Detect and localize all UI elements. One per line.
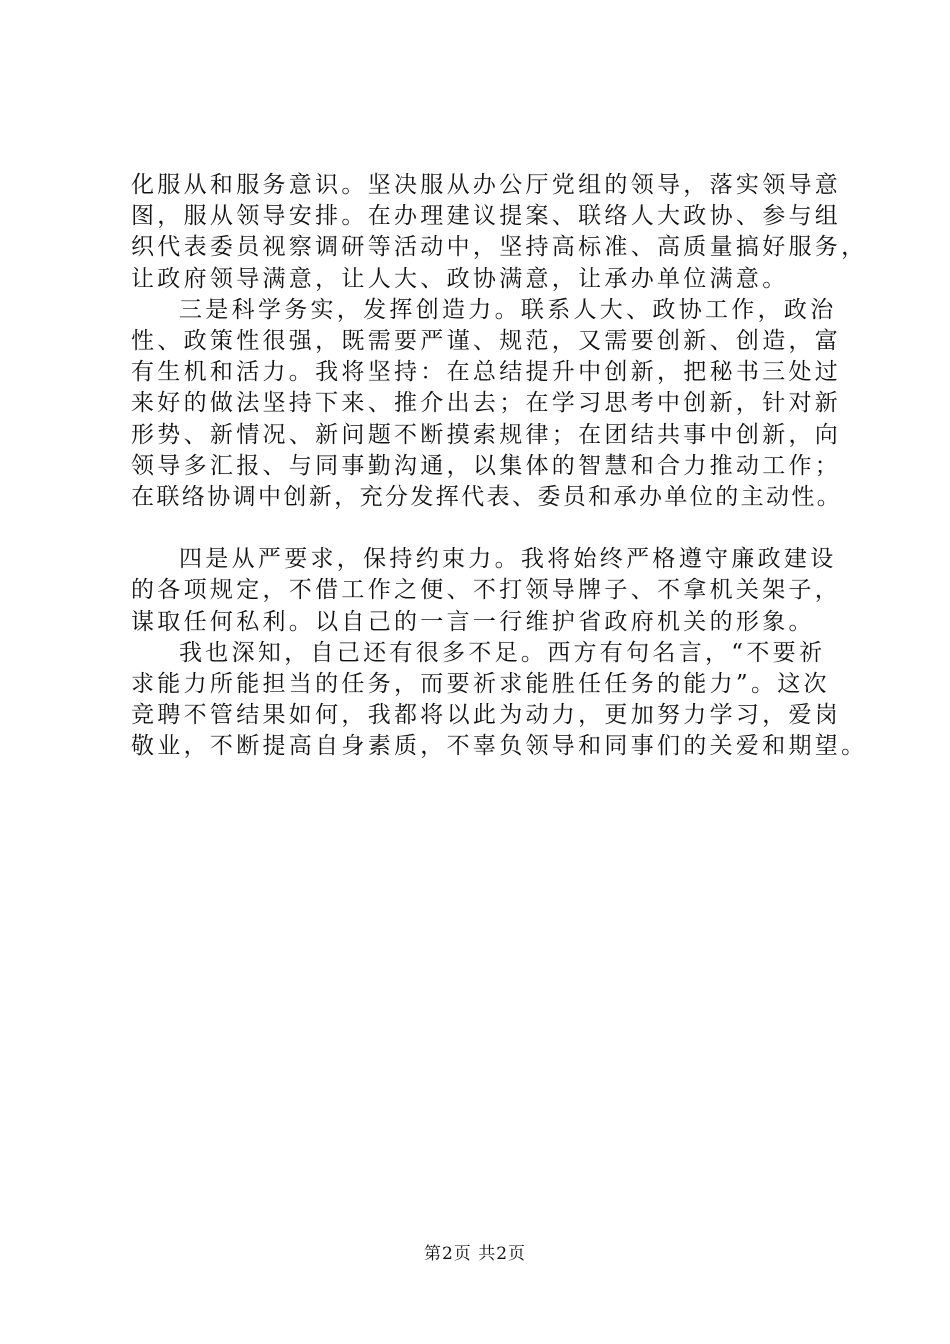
paragraph-start-line: 三是科学务实，发挥创造力。联系人大、政协工作，政治 bbox=[179, 296, 837, 323]
text-line: 化服从和服务意识。坚决服从办公厅党组的领导，落实领导意 bbox=[131, 172, 842, 198]
paragraph-start-line: 四是从严要求，保持约束力。我将始终严格遵守廉政建设 bbox=[179, 546, 837, 573]
text-line: 织代表委员视察调研等活动中，坚持高标准、高质量搞好服务， bbox=[131, 234, 868, 261]
text-line: 谋取任何私利。以自己的一言一行维护省政府机关的形象。 bbox=[131, 608, 815, 635]
paragraph-gap bbox=[131, 513, 831, 544]
body-text bbox=[131, 170, 868, 763]
page-number-footer: 第2页 共2页 bbox=[423, 1244, 527, 1264]
text-line: 让政府领导满意，让人大、政协满意，让承办单位满意。 bbox=[131, 265, 789, 292]
text-line: 敬业，不断提高自身素质，不辜负领导和同事们的关爱和期望。 bbox=[131, 733, 868, 760]
text-line: 有生机和活力。我将坚持：在总结提升中创新，把秘书三处过 bbox=[131, 359, 842, 386]
text-line: 在联络协调中创新，充分发挥代表、委员和承办单位的主动性。 bbox=[131, 483, 843, 510]
text-line: 的各项规定，不借工作之便、不打领导牌子、不拿机关架子， bbox=[131, 577, 842, 604]
text-line: 性、政策性很强，既需要严谨、规范，又需要创新、创造，富 bbox=[131, 327, 842, 354]
text-line: 形势、新情况、新问题不断摸索规律；在团结共事中创新，向 bbox=[131, 421, 842, 448]
text-line: 求能力所能担当的任务，而要祈求能胜任任务的能力”。这次 bbox=[131, 671, 830, 697]
text-line: 领导多汇报、与同事勤沟通，以集体的智慧和合力推动工作； bbox=[131, 452, 842, 479]
text-line: 图，服从领导安排。在办理建议提案、联络人大政协、参与组 bbox=[131, 203, 842, 230]
text-line: 来好的做法坚持下来、推介出去；在学习思考中创新，针对新 bbox=[131, 390, 842, 417]
paragraph-start-line: 我也深知，自己还有很多不足。西方有句名言，“不要祈 bbox=[179, 639, 826, 666]
text-line: 竞聘不管结果如何，我都将以此为动力，更加努力学习，爱岗 bbox=[131, 702, 842, 729]
